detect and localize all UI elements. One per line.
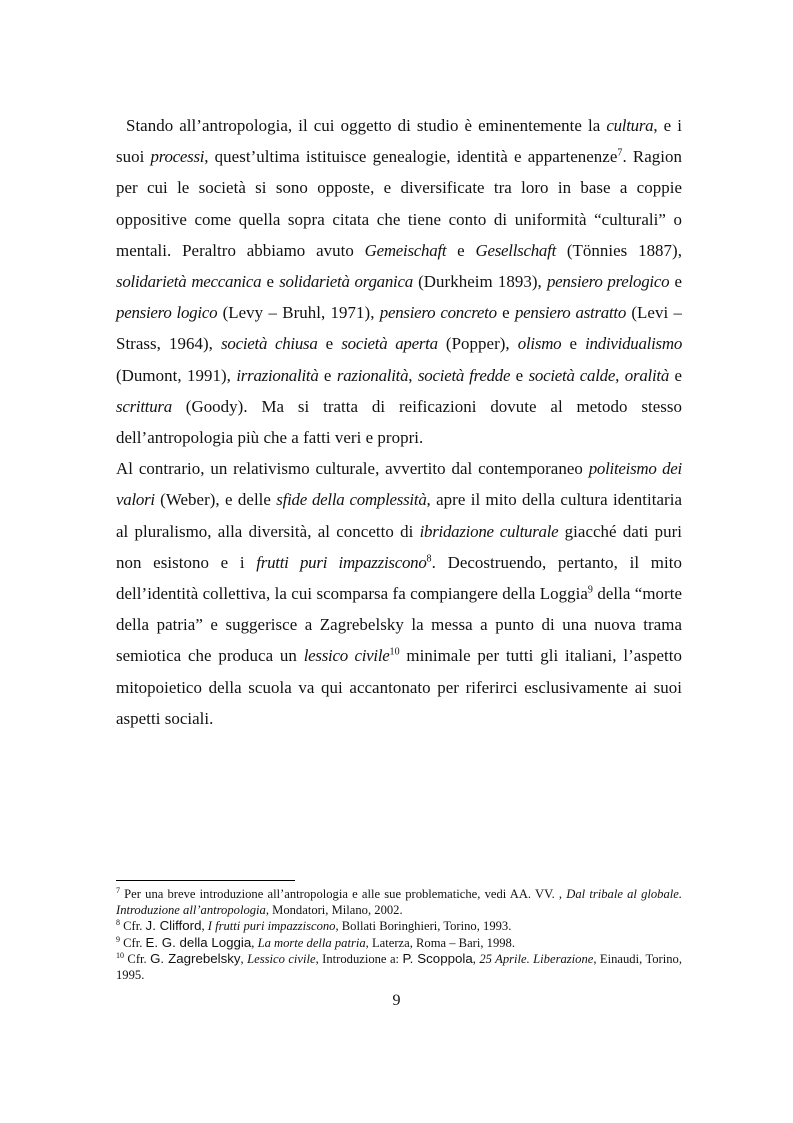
paragraph-2: Al contrario, un relativismo culturale, avvertito dal contemporaneo politeismo dei valori (Weber), e delle sfide della complessità, apre il mito della cultura identitaria al pluralismo, alla diversità, al concetto di ibridazione culturale giacché dati puri non esistono e i frutti puri impazziscono$^8$. Decostruendo, pertanto, il mito dell’identità collettiva, la cui scomparsa fa compiangere della Loggia$^9$ della “morte della patria” e suggerisce a Zagrebelsky la messa a punto di una nuova trama semiotica che produca un lessico civile$^{10}$ minimale per tutti gli italiani, l’aspetto mitopoietico della scuola va qui accantonato per riferirci esclusivamente ai suoi aspetti sociali. xyxy=(116,459,682,728)
main-text xyxy=(116,110,682,734)
footnote-9: $^9$ Cfr. E. G. della Loggia, La morte della patria, Laterza, Roma – Bari, 1998. xyxy=(116,934,516,950)
footnote-ref-9: 9 xyxy=(587,584,593,596)
page-number: 9 xyxy=(392,992,401,1009)
footnote-separator xyxy=(116,880,295,881)
footnote-ref-7: 7 xyxy=(617,147,623,159)
footnotes xyxy=(116,886,682,983)
footnote-7: $^7$ Per una breve introduzione all’antropologia e alle sue problematiche, vedi AA. VV. , Dal tribale al globale. Introduzione all’antropologia, Mondatori, Milano, 2002. xyxy=(116,885,683,918)
footnote-ref-8: 8 xyxy=(426,553,432,565)
paragraph-1: Stando all’antropologia, il cui oggetto di studio è eminentemente la cultura, e i suoi processi, quest’ultima istituisce genealogie, identità e appartenenze$^7$. Ragion per cui le società si sono opposte, e diversificate tra loro in base a coppie oppositive come quella sopra citata che tiene conto di uniformità “culturali” o mentali. Peraltro abbiamo avuto Gemeischaft e Gesellschaft (Tönnies 1887), solidarietà meccanica e solidarietà organica (Durkheim 1893), pensiero prelogico e pensiero logico (Levy – Bruhl, 1971), pensiero concreto e pensiero astratto (Levi – Strass, 1964), società chiusa e società aperta (Popper), olismo e individualismo (Dumont, 1991), irrazionalità e razionalità, società fredde e società calde, oralità e scrittura (Goody). Ma si tratta di reificazioni dovute al metodo stesso dell’antropologia più che a fatti veri e propri. xyxy=(116,116,683,448)
footnote-8: $^8$ Cfr. J. Clifford, I frutti puri impazziscono, Bollati Boringhieri, Torino, 1993. xyxy=(116,918,512,934)
footnote-10: $^{10}$ Cfr. G. Zagrebelsky, Lessico civile, Introduzione a: P. Scoppola, 25 Aprile. Liberazione, Einaudi, Torino, 1995. xyxy=(116,950,682,983)
footnote-ref-10: 10 xyxy=(389,646,400,658)
